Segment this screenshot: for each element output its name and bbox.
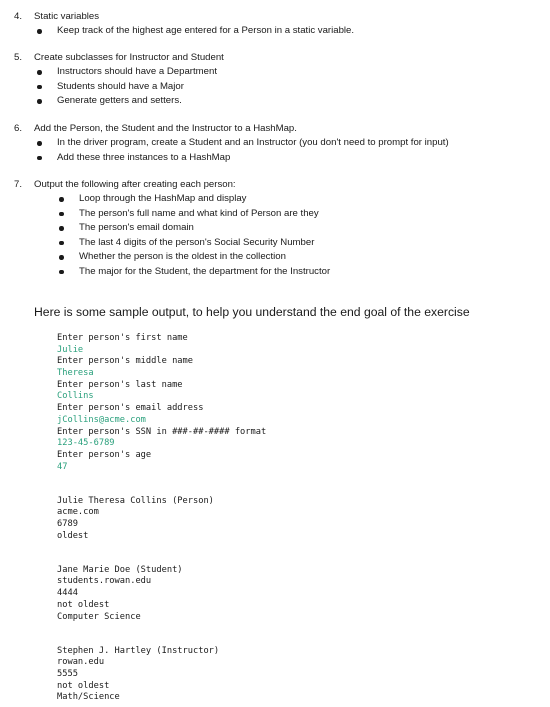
bullet-icon [37,99,42,104]
bullet-icon [59,270,64,275]
list-item: In the driver program, create a Student and an Instructor (you don't need to prompt for input) [0,136,550,151]
console-output-ssn: 6789 [57,519,78,529]
console-output-ssn: 4444 [57,588,78,599]
section-4 [0,9,550,39]
list-item: Instructors should have a Department [0,65,550,80]
list-item: The major for the Student, the department for the Instructor [0,265,550,280]
console-output-name: Stephen J. Hartley (Instructor) [57,645,220,656]
list-item: The person's full name and what kind of Person are they [0,207,550,222]
list-item: The last 4 digits of the person's Social Security Number [0,236,550,251]
bullet-icon [59,226,64,231]
console-output-name: Jane Marie Doe (Student) [57,564,183,575]
sample-output-heading: Here is some sample output, to help you understand the end goal of the exercise [34,305,470,319]
console-output-name: Julie Theresa Collins (Person) [57,495,214,506]
section-heading [0,50,550,65]
section-number: 6. [14,123,23,134]
section-heading [0,9,550,24]
bullet-icon [37,156,42,161]
section-title: Add the Person, the Student and the Instructor to a HashMap. [34,123,297,134]
section-heading [0,177,550,192]
bullet-list [0,192,550,279]
console-output-ssn: 5555 [57,668,78,679]
console-sample-output [57,333,266,704]
console-input: 123-45-6789 [57,438,115,449]
list-item: Students should have a Major [0,80,550,95]
console-input: Collins [57,391,94,402]
list-item: Whether the person is the oldest in the collection [0,250,550,265]
console-input: Julie [57,344,84,355]
console-output-oldest: oldest [57,530,89,541]
bullet-icon [37,70,42,75]
section-number: 4. [14,11,23,22]
bullet-icon [37,85,42,90]
console-prompt: Enter person's last name [57,379,183,390]
list-item: Generate getters and setters. [0,94,550,109]
console-input: Theresa [57,368,94,379]
section-title: Output the following after creating each person: [34,179,236,190]
section-number: 5. [14,52,23,63]
console-prompt: Enter person's first name [57,333,188,343]
console-output-domain: students.rowan.edu [57,576,152,587]
section-title: Create subclasses for Instructor and Student [34,52,224,63]
bullet-icon [59,212,64,217]
console-output-domain: rowan.edu [57,657,105,668]
list-item: Keep track of the highest age entered for a Person in a static variable. [0,24,550,39]
bullet-list [0,65,550,109]
section-7 [0,177,550,279]
console-output-oldest: not oldest [57,680,110,691]
bullet-icon [59,255,64,260]
bullet-list [0,136,550,165]
bullet-list [0,24,550,39]
console-prompt: Enter person's email address [57,403,204,414]
section-6 [0,121,550,165]
console-prompt: Enter person's age [57,449,152,460]
bullet-icon [59,241,64,246]
console-input: jCollins@acme.com [57,414,146,425]
bullet-icon [59,197,64,202]
section-heading [0,121,550,136]
list-item: Loop through the HashMap and display [0,192,550,207]
list-item: The person's email domain [0,221,550,236]
bullet-icon [37,141,42,146]
bullet-icon [37,29,42,34]
section-5 [0,50,550,109]
console-output-major: Computer Science [57,611,141,622]
list-item: Add these three instances to a HashMap [0,151,550,166]
section-number: 7. [14,179,23,190]
console-prompt: Enter person's SSN in ###-##-#### format [57,426,267,437]
console-input: 47 [57,461,68,472]
console-output-department: Math/Science [57,692,120,703]
console-prompt: Enter person's middle name [57,356,193,367]
console-output-domain: acme.com [57,507,99,518]
console-output-oldest: not oldest [57,599,110,610]
section-title: Static variables [34,11,100,22]
